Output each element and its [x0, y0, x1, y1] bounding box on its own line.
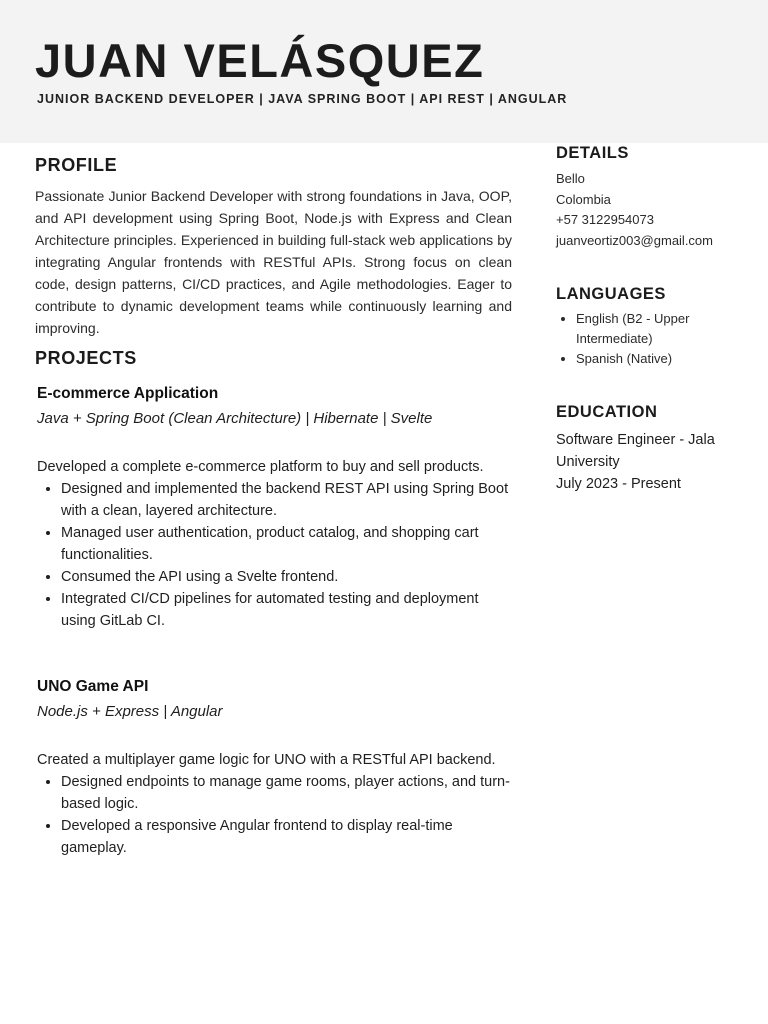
main-column: [35, 150, 512, 859]
details-heading: DETAILS: [556, 144, 629, 162]
contact-phone: +57 3122954073: [556, 212, 654, 227]
sidebar-column: [556, 140, 756, 495]
project-ecommerce: [37, 383, 512, 632]
project-tech-stack: Java + Spring Boot (Clean Architecture) | Hibernate | Svelte: [37, 410, 433, 427]
projects-heading: PROJECTS: [35, 348, 137, 368]
project-bullets: [37, 771, 512, 859]
candidate-subtitle: JUNIOR BACKEND DEVELOPER | JAVA SPRING BOOT | API REST | ANGULAR: [37, 92, 568, 106]
languages-heading: LANGUAGES: [556, 285, 666, 303]
education-dates: July 2023 - Present: [556, 476, 681, 492]
project-description: Created a multiplayer game logic for UNO with a RESTful API backend.: [37, 752, 496, 768]
project-bullet: • Developed a responsive Angular frontend to display real-time gameplay.: [61, 815, 512, 859]
languages-list: [556, 309, 756, 369]
project-description: Developed a complete e-commerce platform to buy and sell products.: [37, 459, 484, 475]
project-bullet: • Managed user authentication, product catalog, and shopping cart functionalities.: [61, 522, 512, 566]
language-item: • Spanish (Native): [576, 349, 756, 369]
project-title: E-commerce Application: [37, 385, 219, 402]
education-degree: Software Engineer - Jala University: [556, 432, 715, 470]
project-bullet: • Integrated CI/CD pipelines for automated testing and deployment using GitLab CI.: [61, 588, 512, 632]
project-uno-game: [37, 676, 512, 859]
project-bullet: • Consumed the API using a Svelte frontend.: [61, 566, 512, 588]
education-entry: [556, 429, 756, 495]
contact-email: juanveortiz003@gmail.com: [556, 232, 713, 248]
education-heading: EDUCATION: [556, 403, 658, 421]
project-title: UNO Game API: [37, 678, 149, 695]
profile-text: Passionate Junior Backend Developer with strong foundations in Java, OOP, and API development using Spring Boot, Node.js with Express and Clean Architecture principles. Experienced in building full-stack web applications by integrating Angular frontends with RESTful APIs. Strong focus on clean code, design patterns, CI/CD practices, and Agile methodologies. Eager to contribute to dynamic development teams while continuously learning and improving.: [35, 188, 512, 336]
profile-heading: PROFILE: [35, 155, 118, 175]
project-bullets: [37, 478, 512, 632]
contact-details: [556, 169, 756, 251]
candidate-name: JUAN VELÁSQUEZ: [35, 34, 485, 87]
project-tech-stack: Node.js + Express | Angular: [37, 703, 223, 720]
contact-city: Bello: [556, 171, 585, 186]
contact-country: Colombia: [556, 191, 611, 207]
resume-header: [0, 0, 768, 143]
project-bullet: • Designed and implemented the backend REST API using Spring Boot with a clean, layered architecture.: [61, 478, 512, 522]
language-item: • English (B2 - Upper Intermediate): [576, 309, 756, 349]
project-bullet: • Designed endpoints to manage game rooms, player actions, and turn-based logic.: [61, 771, 512, 815]
